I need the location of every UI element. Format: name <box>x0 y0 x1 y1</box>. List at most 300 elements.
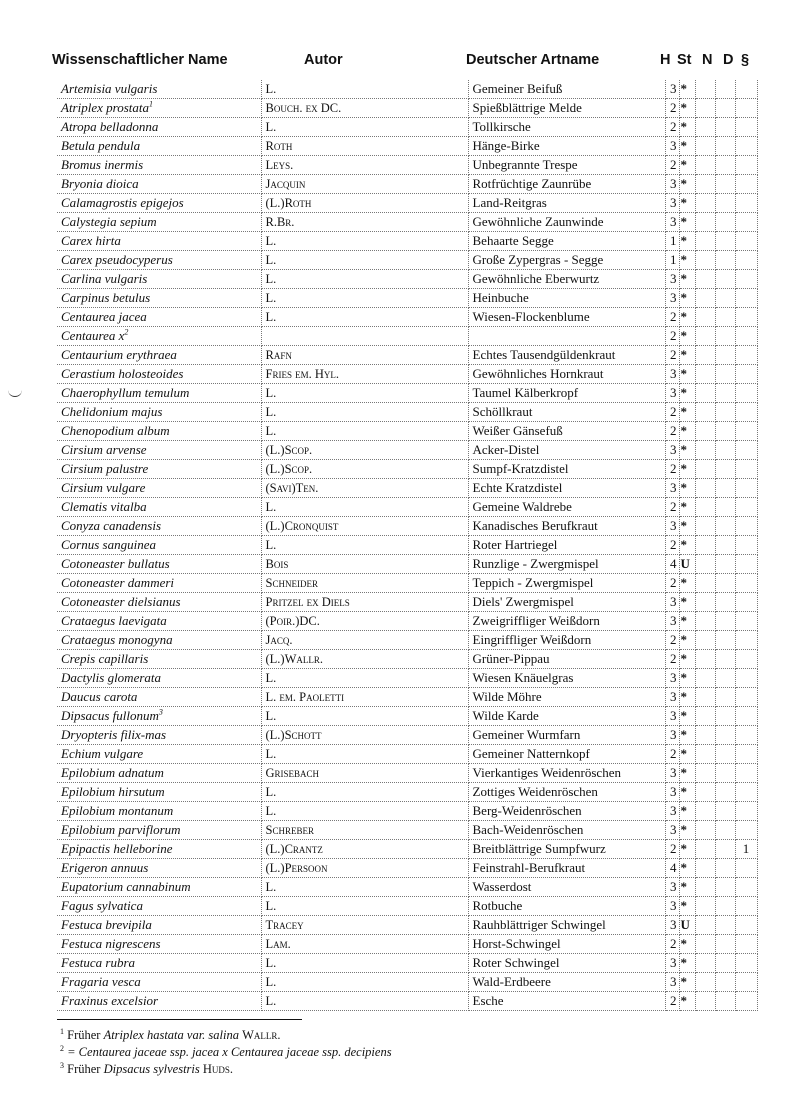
n-value-cell <box>695 916 715 935</box>
author-cell <box>261 289 468 308</box>
st-value: * <box>680 765 687 780</box>
h-value: 3 <box>670 803 677 818</box>
author: L. <box>265 500 277 514</box>
st-value-cell <box>679 726 695 745</box>
scientific-name: Crataegus monogyna <box>61 632 173 647</box>
author-cell <box>261 954 468 973</box>
scientific-name: Carpinus betulus <box>61 290 151 305</box>
german-name: Wiesen Knäuelgras <box>472 670 574 685</box>
paragraph-value-cell <box>735 574 757 593</box>
st-value-cell <box>679 365 695 384</box>
scientific-name-cell <box>57 650 261 669</box>
n-value-cell <box>695 707 715 726</box>
n-value-cell <box>695 536 715 555</box>
german-name: Gemeiner Wurmfarn <box>472 727 581 742</box>
h-value-cell <box>665 669 679 688</box>
h-value-cell <box>665 308 679 327</box>
scientific-name: Carex pseudocyperus <box>61 252 173 267</box>
paragraph-value-cell <box>735 992 757 1011</box>
author-cell <box>261 118 468 137</box>
species-row <box>57 346 757 365</box>
st-value: * <box>680 993 687 1008</box>
author: Leys. <box>265 158 294 172</box>
german-name-cell <box>468 308 665 327</box>
st-value-cell <box>679 460 695 479</box>
german-name: Behaarte Segge <box>472 233 554 248</box>
st-value: * <box>680 594 687 609</box>
german-name: Heinbuche <box>472 290 529 305</box>
st-value-cell <box>679 935 695 954</box>
footnote-1 <box>60 1028 281 1043</box>
scientific-name-cell <box>57 270 261 289</box>
scientific-name: Fagus sylvatica <box>61 898 143 913</box>
species-row <box>57 384 757 403</box>
st-value: * <box>680 385 687 400</box>
author: (L.)Scop. <box>265 443 313 457</box>
scientific-name-cell <box>57 821 261 840</box>
species-row <box>57 992 757 1011</box>
st-value: * <box>680 138 687 153</box>
scientific-name-cell <box>57 859 261 878</box>
paragraph-value-cell <box>735 935 757 954</box>
german-name: Hänge-Birke <box>472 138 540 153</box>
n-value-cell <box>695 308 715 327</box>
st-value: * <box>680 366 687 381</box>
d-value-cell <box>715 498 735 517</box>
author-cell <box>261 479 468 498</box>
scientific-name: Epilobium hirsutum <box>61 784 165 799</box>
species-row <box>57 308 757 327</box>
h-value: 2 <box>670 537 677 552</box>
author-cell <box>261 384 468 403</box>
species-row <box>57 251 757 270</box>
n-value-cell <box>695 973 715 992</box>
h-value: 3 <box>670 917 677 932</box>
h-value: 3 <box>670 81 677 96</box>
st-value-cell <box>679 612 695 631</box>
paragraph-value-cell <box>735 422 757 441</box>
author: Schneider <box>265 576 318 590</box>
species-row <box>57 593 757 612</box>
german-name-cell <box>468 555 665 574</box>
german-name: Echte Kratzdistel <box>472 480 563 495</box>
h-value-cell <box>665 726 679 745</box>
h-value: 3 <box>670 290 677 305</box>
h-value: 2 <box>670 632 677 647</box>
paragraph-value-cell <box>735 688 757 707</box>
footnote-3-prefix: Früher <box>67 1062 104 1076</box>
author: L. <box>265 272 277 286</box>
species-row <box>57 99 757 118</box>
d-value-cell <box>715 840 735 859</box>
h-value: 3 <box>670 689 677 704</box>
h-value-cell <box>665 859 679 878</box>
scientific-name: Festuca rubra <box>61 955 136 970</box>
scientific-name: Betula pendula <box>61 138 141 153</box>
h-value: 3 <box>670 176 677 191</box>
german-name: Große Zypergras - Segge <box>472 252 604 267</box>
species-row <box>57 270 757 289</box>
n-value-cell <box>695 422 715 441</box>
paragraph-value-cell <box>735 764 757 783</box>
author: L. <box>265 291 277 305</box>
scientific-name-cell <box>57 80 261 99</box>
st-value-cell <box>679 498 695 517</box>
author: Fries em. Hyl. <box>265 367 339 381</box>
n-value-cell <box>695 612 715 631</box>
scientific-name-cell <box>57 441 261 460</box>
st-value-cell <box>679 213 695 232</box>
paragraph-value: 1 <box>742 841 750 856</box>
st-value: * <box>680 309 687 324</box>
h-value: 2 <box>670 423 677 438</box>
german-name-cell <box>468 840 665 859</box>
h-value-cell <box>665 346 679 365</box>
author: L. <box>265 956 277 970</box>
german-name: Gewöhnliche Eberwurtz <box>472 271 600 286</box>
author-cell <box>261 80 468 99</box>
author: Bois <box>265 557 289 571</box>
german-name-cell <box>468 251 665 270</box>
author-cell <box>261 422 468 441</box>
header-scientific-name: Wissenschaftlicher Name <box>52 52 228 68</box>
paragraph-value-cell <box>735 593 757 612</box>
german-name: Zottiges Weidenröschen <box>472 784 598 799</box>
german-name-cell <box>468 935 665 954</box>
species-row <box>57 289 757 308</box>
scientific-name: Bromus inermis <box>61 157 144 172</box>
footnote-2-number: 2 <box>60 1043 64 1053</box>
scientific-name: Conyza canadensis <box>61 518 162 533</box>
st-value-cell <box>679 916 695 935</box>
h-value: 2 <box>670 841 677 856</box>
h-value: 3 <box>670 480 677 495</box>
st-value-cell <box>679 688 695 707</box>
st-value: * <box>680 157 687 172</box>
author-cell <box>261 631 468 650</box>
species-row <box>57 365 757 384</box>
h-value-cell <box>665 80 679 99</box>
german-name-cell <box>468 859 665 878</box>
paragraph-value-cell <box>735 460 757 479</box>
scientific-name: Atropa belladonna <box>61 119 159 134</box>
st-value-cell <box>679 80 695 99</box>
scientific-name-cell <box>57 555 261 574</box>
species-row <box>57 517 757 536</box>
h-value-cell <box>665 422 679 441</box>
h-value-cell <box>665 232 679 251</box>
h-value-cell <box>665 574 679 593</box>
n-value-cell <box>695 726 715 745</box>
paragraph-value-cell <box>735 403 757 422</box>
scientific-name: Artemisia vulgaris <box>61 81 158 96</box>
h-value-cell <box>665 650 679 669</box>
h-value-cell <box>665 289 679 308</box>
german-name: Roter Hartriegel <box>472 537 558 552</box>
species-row <box>57 688 757 707</box>
german-name-cell <box>468 175 665 194</box>
scientific-name-cell <box>57 308 261 327</box>
paragraph-value-cell <box>735 308 757 327</box>
paragraph-value-cell <box>735 194 757 213</box>
scientific-name: Festuca nigrescens <box>61 936 161 951</box>
d-value-cell <box>715 726 735 745</box>
footnote-2-text: = Centaurea jaceae ssp. jacea x Centaurea jaceae ssp. decipiens <box>67 1045 392 1059</box>
scientific-name: Centaurea jacea <box>61 309 147 324</box>
st-value-cell <box>679 384 695 403</box>
author-cell <box>261 460 468 479</box>
h-value-cell <box>665 460 679 479</box>
paragraph-value-cell <box>735 916 757 935</box>
scientific-name-cell <box>57 783 261 802</box>
author-cell <box>261 745 468 764</box>
n-value-cell <box>695 99 715 118</box>
german-name: Spießblättrige Melde <box>472 100 582 115</box>
st-value: * <box>680 613 687 628</box>
author-cell <box>261 878 468 897</box>
d-value-cell <box>715 897 735 916</box>
paragraph-value-cell <box>735 954 757 973</box>
scientific-name-cell <box>57 669 261 688</box>
scientific-name: Cirsium vulgare <box>61 480 146 495</box>
author-cell <box>261 327 468 346</box>
d-value-cell <box>715 270 735 289</box>
german-name: Tollkirsche <box>472 119 531 134</box>
scientific-name: Carlina vulgaris <box>61 271 148 286</box>
paragraph-value-cell <box>735 840 757 859</box>
author: L. <box>265 804 277 818</box>
st-value-cell <box>679 232 695 251</box>
german-name: Rauhblättriger Schwingel <box>472 917 606 932</box>
st-value-cell <box>679 289 695 308</box>
scientific-name-cell <box>57 251 261 270</box>
author-cell <box>261 593 468 612</box>
scientific-name: Clematis vitalba <box>61 499 147 514</box>
author-cell <box>261 175 468 194</box>
d-value-cell <box>715 783 735 802</box>
german-name-cell <box>468 270 665 289</box>
german-name-cell <box>468 232 665 251</box>
st-value: * <box>680 575 687 590</box>
author: (L.)Scop. <box>265 462 313 476</box>
header-st: St <box>677 52 692 68</box>
st-value-cell <box>679 156 695 175</box>
scientific-name-cell <box>57 897 261 916</box>
h-value: 2 <box>670 993 677 1008</box>
german-name-cell <box>468 916 665 935</box>
n-value-cell <box>695 194 715 213</box>
n-value-cell <box>695 669 715 688</box>
german-name-cell <box>468 479 665 498</box>
german-name: Unbegrannte Trespe <box>472 157 578 172</box>
n-value-cell <box>695 346 715 365</box>
paragraph-value-cell <box>735 213 757 232</box>
h-value: 3 <box>670 822 677 837</box>
german-name: Vierkantiges Weidenröschen <box>472 765 621 780</box>
german-name: Teppich - Zwergmispel <box>472 575 594 590</box>
paragraph-value-cell <box>735 707 757 726</box>
header-author: Autor <box>304 52 343 68</box>
author-cell <box>261 707 468 726</box>
author: (L.)Schott <box>265 728 322 742</box>
german-name: Land-Reitgras <box>472 195 547 210</box>
scientific-name-cell <box>57 156 261 175</box>
st-value: * <box>680 404 687 419</box>
st-value-cell <box>679 441 695 460</box>
german-name: Gemeiner Beifuß <box>472 81 563 96</box>
h-value: 3 <box>670 442 677 457</box>
scientific-name: Crataegus laevigata <box>61 613 167 628</box>
german-name: Runzlige - Zwergmispel <box>472 556 599 571</box>
scientific-name: Chelidonium majus <box>61 404 163 419</box>
author-cell <box>261 916 468 935</box>
scientific-name-cell <box>57 137 261 156</box>
paragraph-value-cell <box>735 498 757 517</box>
st-value: * <box>680 252 687 267</box>
h-value-cell <box>665 954 679 973</box>
st-value: * <box>680 100 687 115</box>
scientific-name: Calamagrostis epigejos <box>61 195 184 210</box>
species-row <box>57 327 757 346</box>
species-row <box>57 878 757 897</box>
author: L. <box>265 424 277 438</box>
d-value-cell <box>715 422 735 441</box>
author: L. <box>265 253 277 267</box>
footnote-1-prefix: Früher <box>67 1028 104 1042</box>
german-name-cell <box>468 460 665 479</box>
paragraph-value-cell <box>735 631 757 650</box>
scientific-name-cell <box>57 118 261 137</box>
n-value-cell <box>695 365 715 384</box>
species-row <box>57 840 757 859</box>
st-value-cell <box>679 137 695 156</box>
author-cell <box>261 688 468 707</box>
st-value: * <box>680 727 687 742</box>
d-value-cell <box>715 764 735 783</box>
author-cell <box>261 821 468 840</box>
scientific-name: Erigeron annuus <box>61 860 149 875</box>
h-value-cell <box>665 365 679 384</box>
author: Schreber <box>265 823 314 837</box>
german-name-cell <box>468 441 665 460</box>
german-name: Gemeine Waldrebe <box>472 499 572 514</box>
h-value-cell <box>665 935 679 954</box>
scientific-name-cell <box>57 631 261 650</box>
st-value-cell <box>679 783 695 802</box>
d-value-cell <box>715 346 735 365</box>
st-value-cell <box>679 175 695 194</box>
author-cell <box>261 156 468 175</box>
species-row <box>57 916 757 935</box>
species-row <box>57 745 757 764</box>
author: (L.)Wallr. <box>265 652 324 666</box>
scientific-name: Epilobium parviflorum <box>61 822 181 837</box>
scientific-name: Epilobium montanum <box>61 803 174 818</box>
n-value-cell <box>695 802 715 821</box>
h-value: 4 <box>670 556 677 571</box>
scientific-name-cell <box>57 593 261 612</box>
st-value-cell <box>679 745 695 764</box>
h-value: 2 <box>670 404 677 419</box>
st-value-cell <box>679 764 695 783</box>
paragraph-value-cell <box>735 270 757 289</box>
author: (L.)Persoon <box>265 861 328 875</box>
author-cell <box>261 99 468 118</box>
german-name: Echtes Tausendgüldenkraut <box>472 347 616 362</box>
author-cell <box>261 270 468 289</box>
h-value: 3 <box>670 594 677 609</box>
author-cell <box>261 137 468 156</box>
h-value-cell <box>665 517 679 536</box>
scientific-name-cell <box>57 954 261 973</box>
paragraph-value-cell <box>735 517 757 536</box>
scientific-name-cell <box>57 973 261 992</box>
author: L. <box>265 120 277 134</box>
german-name-cell <box>468 289 665 308</box>
author: Bouch. ex DC. <box>265 101 342 115</box>
n-value-cell <box>695 764 715 783</box>
h-value-cell <box>665 612 679 631</box>
author: Grisebach <box>265 766 320 780</box>
d-value-cell <box>715 688 735 707</box>
st-value-cell <box>679 270 695 289</box>
h-value: 3 <box>670 138 677 153</box>
h-value-cell <box>665 99 679 118</box>
german-name: Esche <box>472 993 504 1008</box>
paragraph-value-cell <box>735 365 757 384</box>
st-value-cell <box>679 897 695 916</box>
h-value-cell <box>665 897 679 916</box>
h-value-cell <box>665 156 679 175</box>
d-value-cell <box>715 327 735 346</box>
st-value: * <box>680 195 687 210</box>
scientific-name: Festuca brevipila <box>61 917 152 932</box>
german-name: Horst-Schwingel <box>472 936 561 951</box>
species-row <box>57 821 757 840</box>
scientific-name: Daucus carota <box>61 689 138 704</box>
scientific-name: Epipactis helleborine <box>61 841 173 856</box>
st-value-cell <box>679 555 695 574</box>
german-name: Breitblättrige Sumpfwurz <box>472 841 606 856</box>
h-value: 3 <box>670 974 677 989</box>
author-cell <box>261 536 468 555</box>
scientific-name-cell <box>57 213 261 232</box>
st-value-cell <box>679 840 695 859</box>
header-d: D <box>723 52 734 68</box>
author-cell <box>261 213 468 232</box>
author: L. em. Paoletti <box>265 690 345 704</box>
author-cell <box>261 669 468 688</box>
d-value-cell <box>715 745 735 764</box>
author: L. <box>265 709 277 723</box>
scientific-name-cell <box>57 992 261 1011</box>
german-name: Schöllkraut <box>472 404 533 419</box>
paragraph-value-cell <box>735 479 757 498</box>
st-value: * <box>680 290 687 305</box>
german-name-cell <box>468 631 665 650</box>
german-name-cell <box>468 821 665 840</box>
author: L. <box>265 880 277 894</box>
st-value: * <box>680 670 687 685</box>
german-name-cell <box>468 80 665 99</box>
scientific-name-cell <box>57 916 261 935</box>
german-name: Wasserdost <box>472 879 532 894</box>
german-name-cell <box>468 327 665 346</box>
species-row <box>57 118 757 137</box>
german-name: Wilde Karde <box>472 708 539 723</box>
st-value-cell <box>679 973 695 992</box>
species-row <box>57 631 757 650</box>
